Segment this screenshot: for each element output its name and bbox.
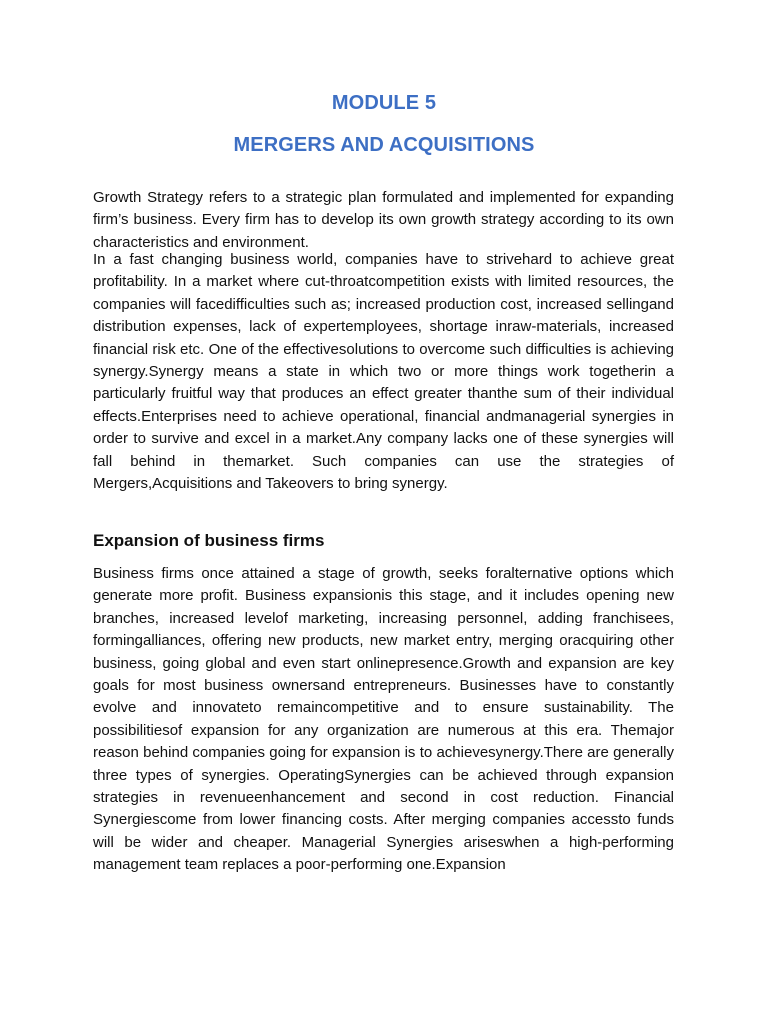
expansion-paragraph: Business firms once attained a stage of growth, seeks foralternative options which generate more profit. Business expansionis this stage, and it includes opening new branches, increased levelof marketing, increasing personnel, adding franchisees, formingalliances, offering new products, new market entry, merging oracquiring other business, going global and even start onlinepresence.Growth and expansion are key goals for most business ownersand entrepreneurs. Businesses have to constantly evolve and innovateto remaincompetitive and to ensure sustainability. The possibilitiesof expansion for any organization are numerous at this era. Themajor reason behind companies going for expansion is to achievesynergy.There are generally three types of synergies. OperatingSynergies can be achieved through expansion strategies in revenueenhancement and second in cost reduction. Financial Synergiescome from lower financing costs. After merging companies accessto funds will be wider and cheaper. Managerial Synergies ariseswhen a high-performing management team replaces a poor-performing one.Expansion: [93, 565, 674, 874]
synergy-paragraph: In a fast changing business world, companies have to strivehard to achieve great profitability. In a market where cut-throatcompetition exists with limited resources, the companies will facedifficulties such as; increased production cost, increased sellingand distribution expenses, lack of expertemployees, shortage inraw-materials, increased financial risk etc. One of the effectivesolutions to overcome such difficulties is achieving synergy.Synergy means a state in which two or more things work togetherin a particularly fruitful way that produces an effect greater thanthe sum of their individual effects.Enterprises need to achieve operational, financial andmanagerial synergies in order to survive and excel in a market.Any company lacks one of these synergies will fall behind in themarket. Such companies can use the strategies of Mergers,Acquisitions and Takeovers to bring synergy.: [93, 251, 674, 493]
module-title: MODULE 5: [331, 92, 437, 114]
intro-paragraph: Growth Strategy refers to a strategic plan formulated and implemented for expanding firm’s business. Every firm has to develop its own growth strategy according to its own characteristics and environment.: [93, 189, 674, 251]
section-heading: Expansion of business firms: [93, 531, 325, 550]
document-subtitle: MERGERS AND ACQUISITIONS: [233, 134, 535, 156]
